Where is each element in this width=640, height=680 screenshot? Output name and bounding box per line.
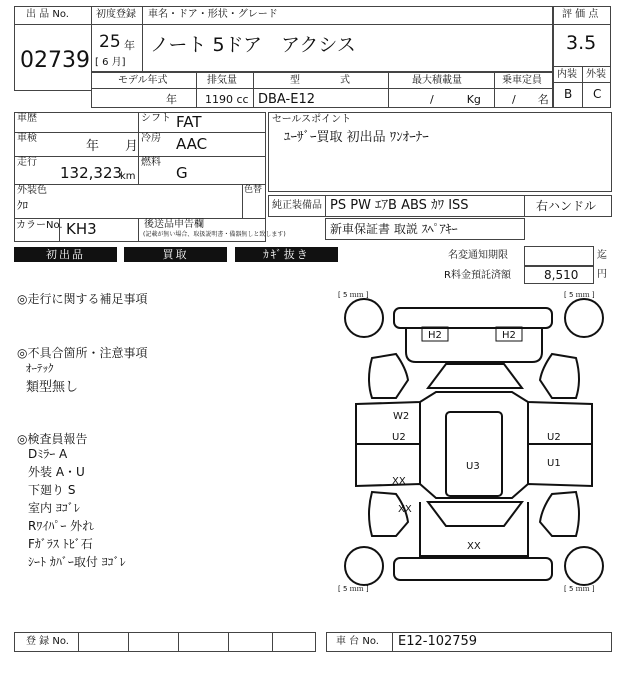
inspector-item: 下廻り S — [28, 483, 76, 497]
car-damage-diagram — [336, 288, 612, 600]
tire-rear-right — [565, 299, 603, 337]
mark-right-u1: U1 — [547, 458, 561, 469]
first-reg-month: [ 6 月] — [95, 57, 126, 68]
mark-right-u2: U2 — [547, 432, 561, 443]
tire-rear-left — [345, 299, 383, 337]
shift-label: シフト — [141, 113, 171, 124]
tire-front-right — [565, 547, 603, 585]
inspector-item: Fｶﾞﾗｽ ﾄﾋﾞ石 — [28, 537, 93, 551]
mileage-label: 走行 — [17, 157, 37, 168]
mark-left-u2: U2 — [392, 432, 406, 443]
inspection-label: 車検 — [17, 133, 37, 144]
car-name: ノート 5ドア アクシス — [150, 34, 356, 56]
sales-point: ﾕｰｻﾞｰ買取 初出品 ﾜﾝｵｰﾅｰ — [284, 130, 429, 145]
mark-front-xx: XX — [467, 541, 481, 552]
type-label: 型 式 — [290, 75, 350, 86]
exterior-grade: C — [593, 87, 602, 101]
displacement-label: 排気量 — [207, 75, 237, 86]
max-load-value: / Kg — [430, 93, 481, 106]
chassis-number: E12-102759 — [398, 634, 478, 649]
history-label: 車歴 — [17, 113, 37, 124]
equipment: PS PW ｴｱB ABS ｶﾜ ISS — [330, 198, 469, 213]
capacity-value: / 名 — [512, 93, 549, 106]
ac-value: AAC — [176, 135, 208, 153]
mark-roof-u3: U3 — [466, 461, 480, 472]
mark-left-xx-2: XX — [398, 504, 412, 515]
color-change-label: 色替 — [244, 185, 263, 195]
capacity-label: 乗車定員 — [502, 75, 542, 86]
grade-score: 3.5 — [566, 32, 597, 54]
inspector-item: Dﾐﾗｰ A — [28, 447, 68, 461]
car-name-label: 車名・ドア・形状・グレード — [148, 9, 278, 20]
post-note: (記載が無い場合、取扱説明書・備器無しと致します) — [143, 231, 286, 238]
color-no-value: KH3 — [66, 220, 97, 238]
interior-grade: B — [564, 87, 573, 101]
notice-label: 名変通知期限 — [448, 250, 508, 261]
exterior-label: 外装 — [586, 69, 606, 80]
badge-buyout: 買取 — [124, 247, 227, 262]
right-front-fender — [540, 492, 579, 536]
post-label: 後送品申告欄 — [144, 219, 204, 230]
inspector-item: ｼｰﾄ ｶﾊﾞｰ取付 ﾖｺﾞﾚ — [28, 555, 126, 569]
fuel-value: G — [176, 164, 188, 182]
badge-key: ｶｷﾞ抜き — [235, 247, 338, 262]
color-no-label: カラーNo. — [16, 220, 63, 231]
mileage-value: 132,323 — [60, 164, 123, 182]
rear-glass — [428, 364, 522, 388]
equipment-label: 純正装備品 — [272, 200, 322, 211]
year-unit: 年 — [124, 39, 135, 52]
mark-rear-right: H2 — [502, 330, 516, 341]
roof — [446, 412, 502, 496]
tire-tread-rr: [ 5 ｍｍ ] — [564, 291, 595, 299]
recycle-value: 8,510 — [544, 268, 579, 282]
defect-item: ｵｰﾃｯｸ — [26, 362, 54, 375]
grade-label: 評 価 点 — [562, 9, 599, 20]
mark-rear-left: H2 — [428, 330, 442, 341]
front-glass — [428, 502, 522, 526]
defects-title: ◎不具合箇所・注意事項 — [17, 346, 148, 360]
tire-front-left — [345, 547, 383, 585]
steering: 右ハンドル — [536, 199, 597, 213]
rear-bumper — [394, 308, 552, 328]
exterior-color-label: 外装色 — [17, 185, 47, 196]
front-bumper — [394, 558, 552, 580]
mileage-unit: km — [120, 171, 136, 182]
model-year-unit: 年 — [166, 93, 177, 106]
sales-point-label: セールスポイント — [272, 114, 352, 125]
tire-tread-fr: [ 5 ｍｍ ] — [564, 585, 595, 593]
badge-first-listing: 初出品 — [14, 247, 117, 262]
first-reg-label: 初度登録 — [96, 9, 136, 20]
notice-unit: 迄 — [597, 250, 607, 261]
warranty: 新車保証書 取説 ｽﾍﾟｱｷｰ — [330, 222, 458, 236]
fuel-label: 燃料 — [141, 157, 161, 168]
inspection-value: 年 月 — [86, 139, 139, 154]
right-rear-fender — [540, 354, 579, 398]
notice-box — [524, 246, 594, 266]
driving-remarks-title: ◎走行に関する補足事項 — [17, 292, 148, 306]
first-reg-year: 25 — [99, 32, 121, 52]
max-load-label: 最大積載量 — [412, 75, 462, 86]
displacement: 1190 cc — [205, 93, 249, 106]
inspector-title: ◎検査員報告 — [17, 432, 88, 446]
registration-label: 登 録 No. — [26, 636, 69, 647]
recycle-label: R料金預託済額 — [444, 270, 511, 281]
interior-label: 内装 — [557, 69, 577, 80]
chassis-label: 車 台 No. — [336, 636, 379, 647]
inspector-item: 室内 ﾖｺﾞﾚ — [28, 501, 80, 515]
exterior-color-value: ｸﾛ — [17, 199, 28, 212]
model-year-label: モデル年式 — [118, 75, 168, 86]
left-rear-fender — [369, 354, 408, 398]
inspector-item: 外装 A・U — [28, 465, 85, 479]
tire-tread-fl: [ 5 ｍｍ ] — [338, 585, 369, 593]
listing-no: 02739 — [20, 48, 90, 73]
listing-no-label: 出 品 No. — [26, 9, 69, 20]
ac-label: 冷房 — [141, 133, 161, 144]
shift-value: FAT — [176, 113, 202, 131]
defect-item: 類型無し — [26, 380, 79, 395]
recycle-unit: 円 — [597, 269, 607, 280]
type-code: DBA-E12 — [258, 92, 315, 107]
inspector-item: Rﾜｲﾊﾟｰ 外れ — [28, 519, 95, 533]
mark-left-w2: W2 — [393, 411, 410, 422]
tire-tread-rl: [ 5 ｍｍ ] — [338, 291, 369, 299]
mark-left-xx: XX — [392, 476, 406, 487]
